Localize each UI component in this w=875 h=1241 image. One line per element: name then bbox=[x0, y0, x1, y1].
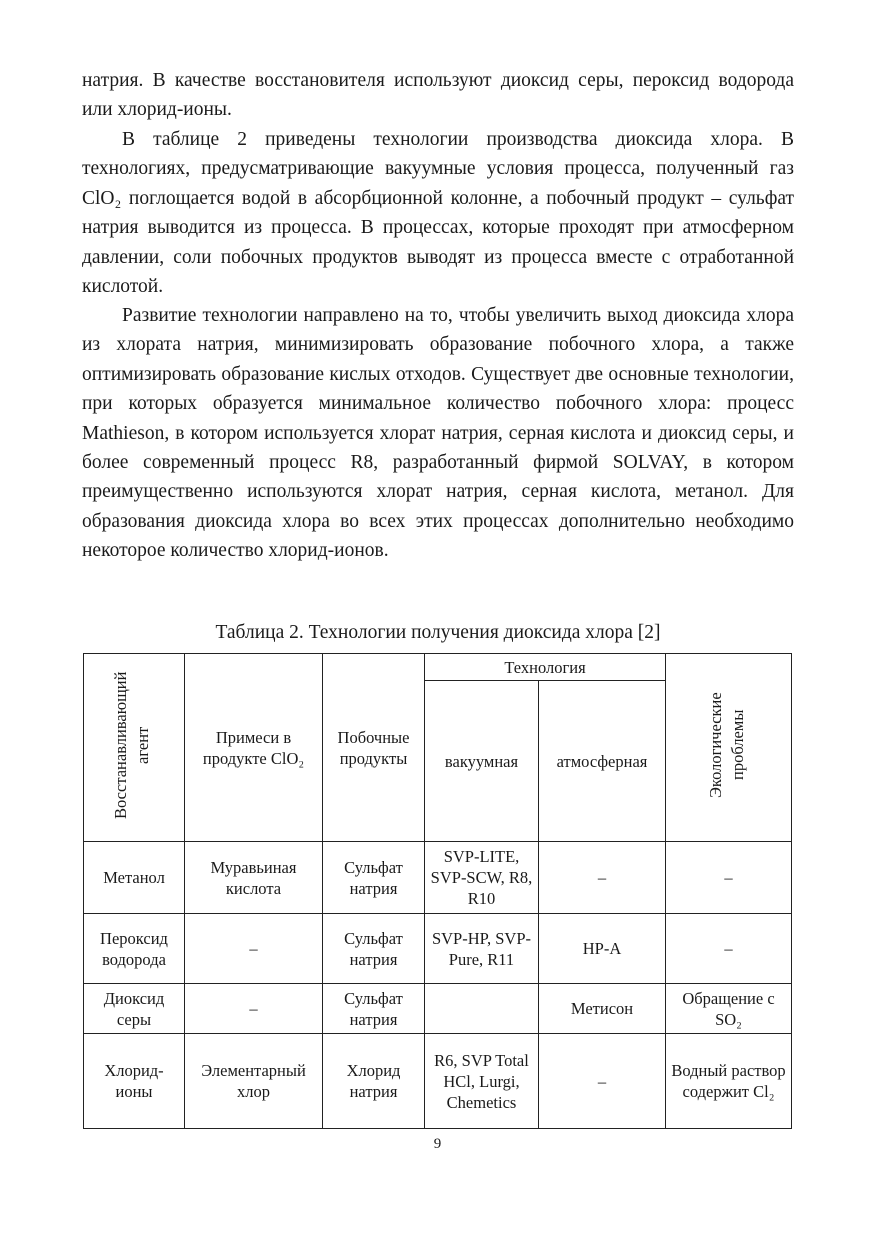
cell-impurities: – bbox=[185, 984, 323, 1034]
cell-agent: Диоксид серы bbox=[84, 984, 185, 1034]
cell-vacuum: SVP-HP, SVP-Pure, R11 bbox=[425, 914, 539, 984]
cell-byproducts: Сульфат натрия bbox=[323, 984, 425, 1034]
cell-agent: Хлорид-ионы bbox=[84, 1034, 185, 1129]
cell-byproducts: Сульфат натрия bbox=[323, 914, 425, 984]
cell-vacuum: R6, SVP Total HCl, Lurgi, Chemetics bbox=[425, 1034, 539, 1129]
cell-atmospheric: – bbox=[539, 842, 666, 914]
paragraph-2: В таблице 2 приведены технологии производства диоксида хлора. В технологиях, предусматривающие вакуумные условия процесса, полученный газ ClO₂ поглощается водой в абсорбционной колонне, а побочный продукт – сульфат натрия выводится из процесса. В процессах, которые проходят при атмосферном давлении, соли побочных продуктов выводят из процесса вместе с отработанной кислотой. bbox=[82, 129, 794, 298]
cell-eco: – bbox=[666, 842, 792, 914]
cell-agent: Метанол bbox=[84, 842, 185, 914]
header-impurities: Примеси в продукте ClO₂ bbox=[185, 654, 323, 842]
paragraph-1: натрия. В качестве восстановителя используют диоксид серы, пероксид водорода или хлорид-ионы. bbox=[82, 70, 794, 121]
table-row bbox=[84, 842, 792, 914]
cell-vacuum: SVP-LITE, SVP-SCW, R8, R10 bbox=[425, 842, 539, 914]
header-technology: Технология bbox=[425, 654, 666, 681]
table-row bbox=[84, 914, 792, 984]
cell-eco: Обращение с SO₂ bbox=[666, 984, 792, 1034]
header-vacuum: вакуумная bbox=[425, 681, 539, 842]
cell-agent: Пероксид водорода bbox=[84, 914, 185, 984]
page-number: 9 bbox=[433, 1136, 442, 1152]
cell-eco: – bbox=[666, 914, 792, 984]
cell-impurities: Элементарный хлор bbox=[185, 1034, 323, 1129]
paragraph-3: Развитие технологии направлено на то, чтобы увеличить выход диоксида хлора из хлората натрия, минимизировать образование побочного хлора, а также оптимизировать образование кислых отходов. Существует две основные технологии, при которых образуется минимальное количество побочного хлора: процесс Mathieson, в котором используется хлорат натрия, серная кислота и диоксид серы, и более современный процесс R8, разработанный фирмой SOLVAY, в котором преимущественно используются хлорат натрия, серная кислота, метанол. Для образования диоксида хлора во всех этих процессах дополнительно необходимо некоторое количество хлорид-ионов. bbox=[82, 305, 794, 562]
cell-vacuum bbox=[425, 984, 539, 1034]
table-header-row bbox=[84, 654, 792, 681]
cell-atmospheric: HP-A bbox=[539, 914, 666, 984]
header-eco: Экологические проблемы bbox=[666, 654, 792, 842]
header-agent: Восстанавливающий агент bbox=[84, 654, 185, 842]
cell-atmospheric: – bbox=[539, 1034, 666, 1129]
header-byproducts: Побочные продукты bbox=[323, 654, 425, 842]
cell-impurities: Муравьиная кислота bbox=[185, 842, 323, 914]
technologies-table bbox=[83, 653, 792, 1129]
cell-byproducts: Хлорид натрия bbox=[323, 1034, 425, 1129]
table-caption: Таблица 2. Технологии получения диоксида хлора [2] bbox=[215, 622, 661, 643]
table-row bbox=[84, 984, 792, 1034]
cell-atmospheric: Метисон bbox=[539, 984, 666, 1034]
cell-eco: Водный раствор содержит Cl₂ bbox=[666, 1034, 792, 1129]
cell-byproducts: Сульфат натрия bbox=[323, 842, 425, 914]
header-atmospheric: атмосферная bbox=[539, 681, 666, 842]
cell-impurities: – bbox=[185, 914, 323, 984]
table-row bbox=[84, 1034, 792, 1129]
